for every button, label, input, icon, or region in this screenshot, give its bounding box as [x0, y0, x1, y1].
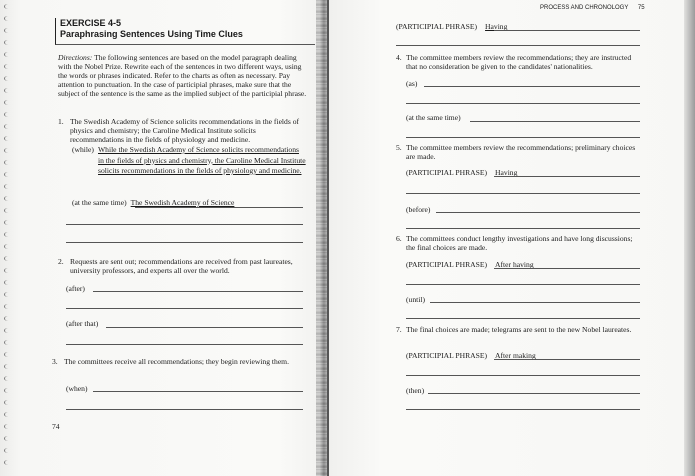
binding-ring	[4, 436, 12, 441]
item-1	[58, 117, 306, 144]
answer-line	[396, 45, 640, 46]
item-2	[58, 257, 306, 275]
answer-line	[424, 86, 640, 87]
answer-line	[66, 344, 303, 345]
item-2-sentence: Requests are sent out; recommendations are received from past laureates, university professors, and experts all over the world.	[70, 257, 293, 275]
item-2-prompt-1-label: (after)	[66, 284, 85, 293]
binding-ring	[4, 268, 12, 273]
item-1-prompt-2-label: (at the same time)	[72, 198, 127, 207]
binding-ring	[4, 208, 12, 213]
answer-line	[494, 30, 640, 31]
answer-line	[66, 308, 303, 309]
answer-line	[66, 242, 303, 243]
directions	[58, 53, 308, 98]
item-4	[396, 53, 641, 71]
binding-ring	[4, 340, 12, 345]
page-number-left: 74	[52, 422, 60, 431]
exercise-title: Paraphrasing Sentences Using Time Clues	[60, 29, 243, 39]
item-4-prompt-1-label: (as)	[406, 79, 418, 88]
answer-line	[66, 409, 303, 410]
answer-line	[494, 359, 640, 360]
item-3-prompt-1-label: (PARTICIPIAL PHRASE)	[396, 22, 478, 31]
item-3-prompt-1	[396, 22, 507, 31]
item-5	[396, 143, 641, 161]
binding-ring	[4, 196, 12, 201]
binding-ring	[4, 52, 12, 57]
item-4-prompt-2-label: (at the same time)	[406, 113, 461, 122]
item-4-sentence: The committee members review the recommendations; they are instructed that no consideration be given to the candidates' nationalities.	[406, 53, 632, 71]
answer-line	[470, 121, 640, 122]
directions-label: Directions:	[58, 53, 93, 62]
binding-ring	[4, 352, 12, 357]
right-edge-shadow	[684, 0, 695, 476]
binding-ring	[4, 64, 12, 69]
binding-ring	[4, 244, 12, 249]
answer-line	[406, 409, 640, 410]
binding-ring	[4, 16, 12, 21]
binding-ring	[4, 88, 12, 93]
binding-ring	[4, 112, 12, 117]
binding-ring	[4, 424, 12, 429]
answer-line	[93, 291, 303, 292]
answer-line	[430, 302, 640, 303]
exercise-box	[55, 18, 315, 45]
item-7-prompt-1-answer: After making	[495, 351, 536, 360]
binding-ring	[4, 304, 12, 309]
item-1-prompt-1-label: (while)	[72, 145, 94, 154]
binding-ring	[4, 220, 12, 225]
item-7-prompt-2-label: (then)	[406, 386, 425, 395]
answer-line	[406, 284, 640, 285]
running-head	[540, 5, 645, 11]
answer-line	[106, 327, 303, 328]
answer-line	[428, 393, 640, 394]
item-2-number: 2.	[58, 257, 64, 266]
answer-line	[406, 318, 640, 319]
directions-text: The following sentences are based on the model paragraph dealing with the Nobel Prize. Rewrite each of the sentences in two different ways, using the words or phrases indicated. Refer to the charts as often as necessary. Pay attention to punctuation. In the case of participial phrases, make sure that the subject of the sentence is the same as the implied subject of the participial phrase.	[58, 53, 307, 98]
item-6	[396, 234, 641, 252]
item-7	[396, 325, 641, 334]
binding-ring	[4, 328, 12, 333]
item-6-sentence: The committees conduct lengthy investigations and have long discussions; the final choices are made.	[406, 234, 633, 252]
answer-line	[494, 268, 640, 269]
binding-ring	[4, 148, 12, 153]
item-3-number: 3.	[52, 357, 58, 366]
binding-ring	[4, 460, 12, 465]
item-1-sentence: The Swedish Academy of Science solicits recommendations in the fields of physics and chemistry; the Caroline Medical Institute solicits recommendations in the fields of physiology and medicine.	[70, 117, 300, 144]
item-1-prompt-1-answer: While the Swedish Academy of Science solicits recommendations in the fields of physics and chemistry, the Caroline Medical Institute solicits recommendations in the fields of physiology and medicine.	[98, 145, 306, 175]
item-5-prompt-2-label: (before)	[406, 205, 431, 214]
item-2-prompt-2-label: (after that)	[66, 319, 99, 328]
binding-ring	[4, 76, 12, 81]
item-6-number: 6.	[396, 234, 402, 243]
binding-ring	[4, 280, 12, 285]
item-6-prompt-1-label: (PARTICIPIAL PHRASE)	[406, 260, 488, 269]
item-5-prompt-1-label: (PARTICIPIAL PHRASE)	[406, 168, 488, 177]
binding-ring	[4, 40, 12, 45]
answer-line	[406, 103, 640, 104]
answer-line	[494, 176, 640, 177]
item-5-prompt-1-answer: Having	[495, 168, 518, 177]
item-3-sentence: The committees receive all recommendations; they begin reviewing them.	[64, 357, 289, 366]
item-1-prompt-2	[72, 198, 306, 207]
item-6-prompt-1-answer: After having	[495, 260, 534, 269]
answer-line	[135, 207, 303, 208]
item-7-number: 7.	[396, 325, 402, 334]
item-5-number: 5.	[396, 143, 402, 152]
binding-ring	[4, 412, 12, 417]
binding-ring	[4, 4, 12, 9]
binding-ring	[4, 292, 12, 297]
binding-ring	[4, 388, 12, 393]
item-6-prompt-2-label: (until)	[406, 295, 425, 304]
answer-line	[406, 228, 640, 229]
binding-ring	[4, 28, 12, 33]
binding-ring	[4, 400, 12, 405]
binding-ring	[4, 232, 12, 237]
item-1-number: 1.	[58, 117, 64, 126]
item-3	[52, 357, 306, 366]
answer-line	[66, 224, 303, 225]
item-1-prompt-1	[72, 145, 306, 177]
binding-ring	[4, 316, 12, 321]
item-7-sentence: The final choices are made; telegrams are sent to the new Nobel laureates.	[406, 325, 632, 334]
page-number-right: 75	[637, 5, 645, 11]
item-4-number: 4.	[396, 53, 402, 62]
binding-ring	[4, 172, 12, 177]
answer-line	[406, 193, 640, 194]
binding-ring	[4, 160, 12, 165]
binding-ring	[4, 184, 12, 189]
spine	[327, 0, 329, 476]
binding-ring	[4, 100, 12, 105]
answer-line	[436, 212, 640, 213]
binding-ring	[4, 124, 12, 129]
binding-ring	[4, 448, 12, 453]
item-3-prompt-1-answer: Having	[485, 22, 508, 31]
running-head-title: PROCESS AND CHRONOLOGY	[540, 5, 629, 11]
binding-ring	[4, 256, 12, 261]
answer-line	[406, 375, 640, 376]
binding-ring	[4, 136, 12, 141]
answer-line	[406, 137, 640, 138]
exercise-number: EXERCISE 4-5	[60, 18, 122, 28]
answer-line	[93, 391, 303, 392]
binding-ring	[4, 376, 12, 381]
item-3-prompt-2-label: (when)	[66, 384, 88, 393]
binding-ring	[4, 364, 12, 369]
item-7-prompt-1-label: (PARTICIPIAL PHRASE)	[406, 351, 488, 360]
item-1-prompt-2-answer: The Swedish Academy of Science	[130, 198, 235, 207]
item-5-sentence: The committee members review the recommendations; preliminary choices are made.	[406, 143, 636, 161]
